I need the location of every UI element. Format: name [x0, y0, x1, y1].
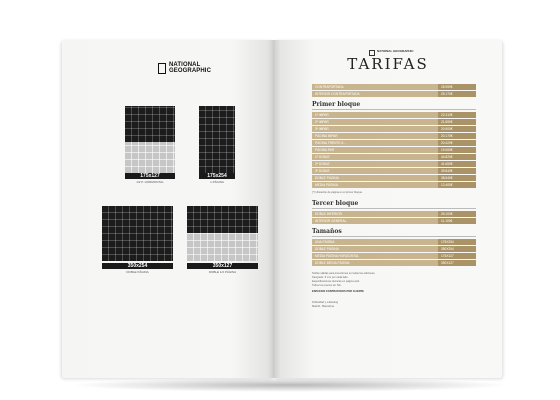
format-double-page [102, 206, 173, 261]
rate-label: DOBLE INFERIOR [315, 212, 342, 216]
section-note: (*) Ubicación de página en el primer bloque. [312, 191, 363, 194]
format-double-half-top-dark [187, 206, 258, 233]
size-row [312, 239, 476, 245]
rate-value: 26.950€ [438, 84, 476, 90]
footnote: Sangrado: 5 mm por cada lado. [312, 276, 349, 279]
rate-value: 20.900€ [438, 126, 476, 132]
rate-label: 2ª IMPAR [315, 120, 329, 124]
footer-text: Publicidad y marketing [312, 301, 339, 304]
rate-value: 11.100€ [438, 218, 476, 224]
rate-label: 2ª DOBLE [315, 162, 330, 166]
format-double-half-bottom-light [187, 233, 258, 261]
rate-row [312, 112, 476, 118]
rate-value: 21.650€ [438, 119, 476, 125]
size-value: 350X254 [438, 246, 476, 252]
rate-value: 44.820€ [438, 154, 476, 160]
rate-value: 39.840€ [438, 168, 476, 174]
rate-label: INTERIOR CONTRAPORTADA [315, 92, 360, 96]
rate-label: INTERIOR GENERAL [315, 219, 347, 223]
rate-row [312, 175, 476, 181]
format-label-name: DOBLE 1/2 PÁGINA [208, 270, 237, 274]
rate-label: PÁGINA PAR [315, 148, 335, 152]
rate-value: 41.650€ [438, 161, 476, 167]
rate-value: 38.540€ [438, 175, 476, 181]
rate-row [312, 154, 476, 160]
rate-row [312, 182, 476, 188]
divider [312, 208, 476, 209]
left-page [62, 40, 274, 378]
size-value: 350X127 [438, 260, 476, 266]
rate-label: PÁGINA FRENTE A ... [315, 141, 347, 145]
rate-value: 19.060€ [438, 147, 476, 153]
section-heading: Tamaños [312, 228, 342, 235]
section-heading: Primer bloque [312, 101, 361, 108]
size-row [312, 246, 476, 252]
format-label-name: DOBLE PÁGINA [126, 270, 149, 274]
size-label: MEDIA PÁGINA HORIZONTAL [315, 254, 359, 258]
rate-label: PÁGINA IMPAR [315, 134, 338, 138]
logo-line-1: NATIONAL [169, 62, 201, 68]
rate-value: 12.400€ [438, 182, 476, 188]
format-label-size: 175x254 [199, 173, 235, 179]
right-page [274, 40, 502, 378]
divider [312, 236, 476, 237]
rate-row [312, 161, 476, 167]
rate-row [312, 218, 476, 224]
page-title: TARIFAS [347, 55, 429, 73]
rate-row [312, 126, 476, 132]
footnote: Especificaciones técnicas en página web. [312, 280, 360, 283]
size-row [312, 260, 476, 266]
rate-row [312, 91, 476, 97]
yellow-frame-icon [158, 63, 166, 74]
format-half-page-bottom-light [125, 142, 175, 173]
size-label: DOBLE PÁGINA [315, 247, 339, 251]
rate-label: 1ª DOBLE [315, 155, 330, 159]
rate-value: 22.410€ [438, 112, 476, 118]
rate-label: 3ª IMPAR [315, 127, 329, 131]
rate-value: 20.170€ [438, 133, 476, 139]
rate-label: 1ª IMPAR [315, 113, 329, 117]
section-heading: Tercer bloque [312, 200, 359, 207]
format-label-name: 1 PÁGINA [210, 180, 224, 184]
footer-text: Madrid - Barcelona [312, 305, 334, 308]
format-label-name: 1/2 P. HORIZONTAL [136, 180, 164, 184]
national-geographic-logo [158, 62, 211, 74]
format-label-size: 350x127 [187, 263, 258, 269]
logo-line-2: GEOGRAPHIC [169, 68, 212, 74]
size-label: UNA PÁGINA [315, 240, 335, 244]
rate-row [312, 147, 476, 153]
logo-wordmark-small: NATIONAL GEOGRAPHIC [377, 49, 414, 53]
book-shadow [70, 378, 510, 392]
rate-row [312, 119, 476, 125]
rate-row [312, 168, 476, 174]
format-half-page-top-dark [125, 106, 175, 142]
footnote-bold: ESPACIOS CONTRATADOS POR CLIENTE [312, 290, 364, 293]
size-label: DOBLE MEDIA PÁGINA [315, 261, 350, 265]
rate-label: DOBLE PÁGINA [315, 176, 339, 180]
rate-row [312, 133, 476, 139]
rate-label: CONTRAPORTADA [315, 85, 344, 89]
rate-value: 25.100€ [438, 211, 476, 217]
rate-label: MEDIA PÁGINA [315, 183, 338, 187]
format-full-page [199, 106, 235, 173]
rate-row [312, 84, 476, 90]
rate-value: 25.170€ [438, 91, 476, 97]
rate-row [312, 140, 476, 146]
size-row [312, 253, 476, 259]
rate-label: 3ª DOBLE [315, 169, 330, 173]
divider [312, 109, 476, 110]
footnote: Tarifas válidas para inserciones en todas las ediciones. [312, 272, 376, 275]
rate-row [312, 211, 476, 217]
logo-wordmark [169, 62, 211, 74]
size-value: 175X254 [438, 239, 476, 245]
format-label-size: 175x127 [125, 173, 175, 179]
footnote: Todos los precios sin IVA. [312, 284, 342, 287]
size-value: 175X127 [438, 253, 476, 259]
rate-value: 20.420€ [438, 140, 476, 146]
format-label-size: 350x254 [102, 263, 173, 269]
